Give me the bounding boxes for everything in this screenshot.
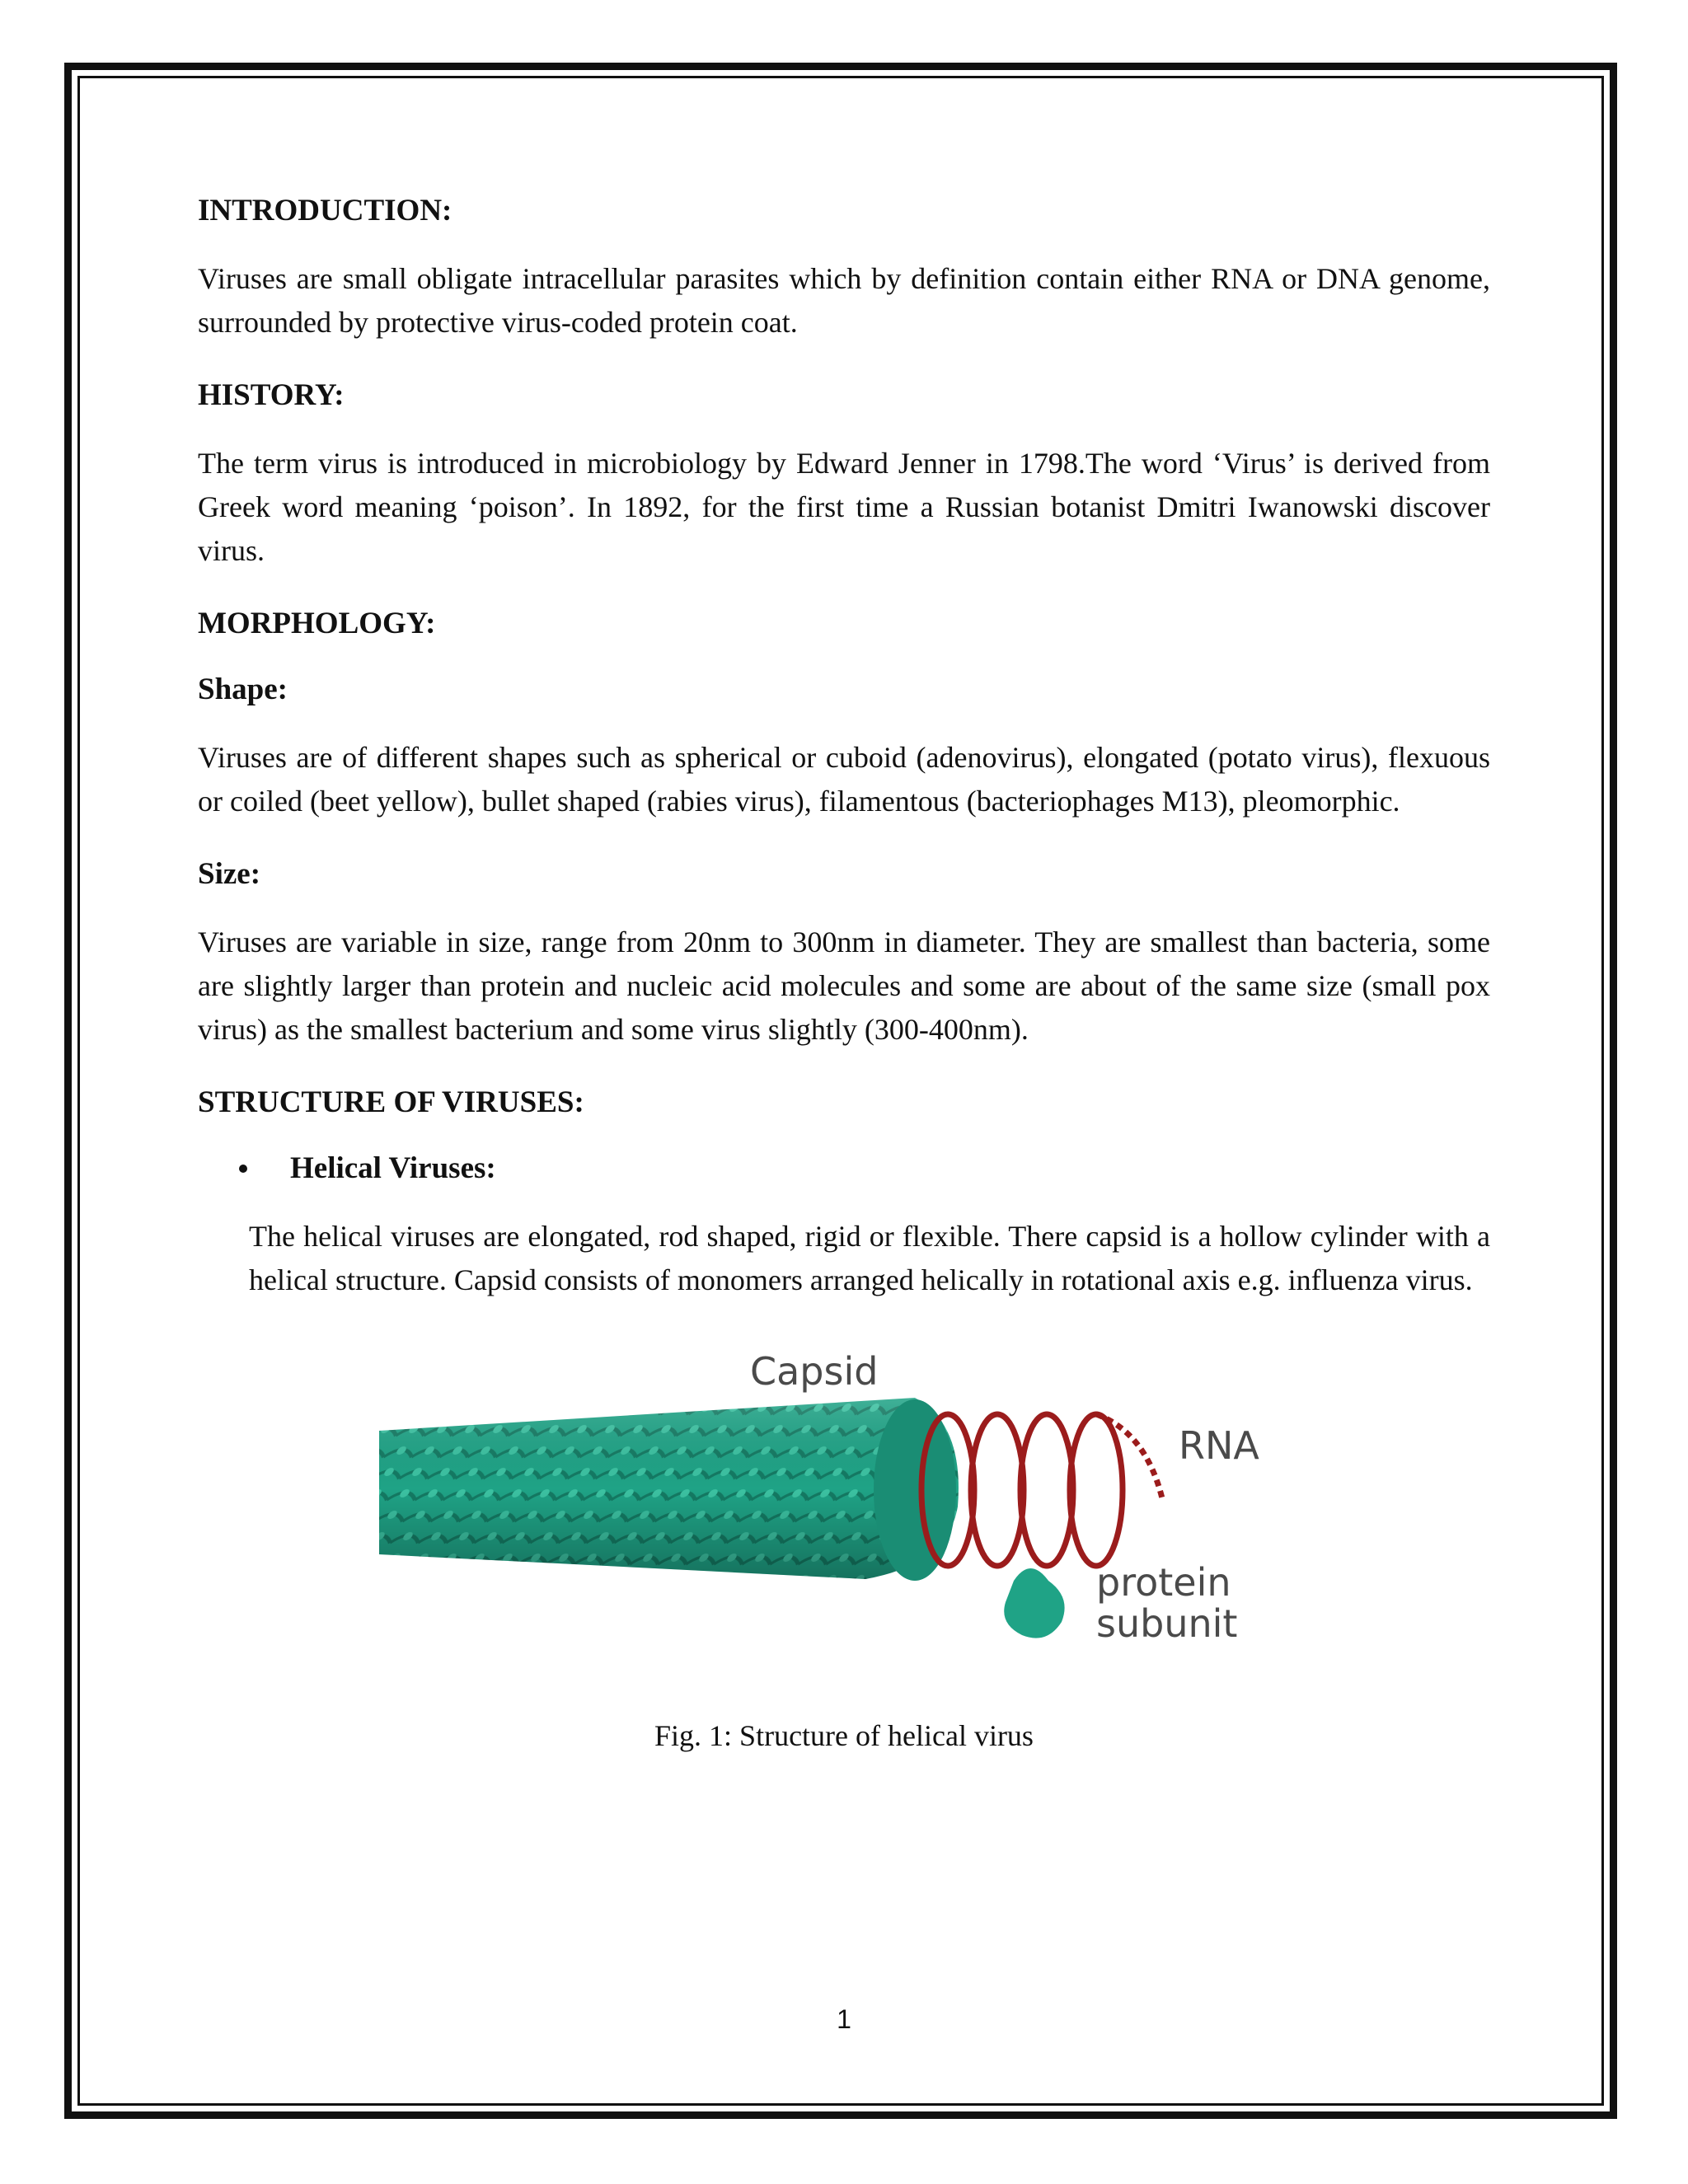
shape-text: Viruses are of different shapes such as spherical or cuboid (adenovirus), elongated (potato virus), flexuous or coiled (beet yellow), bullet shaped (rabies virus), filamentous (bacteriophages M13), pleomorphic. [198,741,1490,818]
shape-heading: Shape: [198,673,288,706]
introduction-heading: INTRODUCTION: [198,194,452,227]
capsid-label: Capsid [750,1349,879,1394]
history-text: The term virus is introduced in microbiology by Edward Jenner in 1798.The word ‘Virus’ is derived from Greek word meaning ‘poison’. In 1892, for the first time a Russian botanist Dmitri Iwanowski discover virus. [198,447,1490,567]
document-body [198,191,1490,1785]
morphology-heading: MORPHOLOGY: [198,607,436,640]
bullet-item [239,1149,1490,1188]
bullet-icon [239,1165,247,1173]
protein-subunit-icon [1004,1568,1064,1638]
figure-caption: Fig. 1: Structure of helical virus [654,1719,1034,1752]
size-text: Viruses are variable in size, range from 20nm to 300nm in diameter. They are smallest than bacteria, some are slightly larger than protein and nucleic acid molecules and some are about of the same size (small pox virus) as the smallest bacterium and some virus slightly (300-400nm). [198,926,1490,1046]
helical-viruses-title: Helical Viruses: [290,1151,496,1185]
introduction-text: Viruses are small obligate intracellular parasites which by definition contain either RNA or DNA genome, surrounded by protective virus-coded protein coat. [198,262,1490,339]
helical-virus-illustration [371,1333,1376,1680]
protein-label-line1: protein [1096,1560,1231,1605]
history-heading: HISTORY: [198,378,345,412]
helical-viruses-text: The helical viruses are elongated, rod shaped, rigid or flexible. There capsid is a hollow cylinder with a helical structure. Capsid consists of monomers arranged helically in rotational axis e.g. influenza virus. [249,1220,1490,1296]
page-number: 1 [837,2004,851,2034]
rna-label: RNA [1179,1423,1259,1468]
protein-label-line2: subunit [1096,1601,1238,1646]
structure-heading: STRUCTURE OF VIRUSES: [198,1085,584,1119]
size-heading: Size: [198,857,261,891]
helical-virus-figure [198,1333,1490,1680]
capsid-end [874,1399,956,1581]
